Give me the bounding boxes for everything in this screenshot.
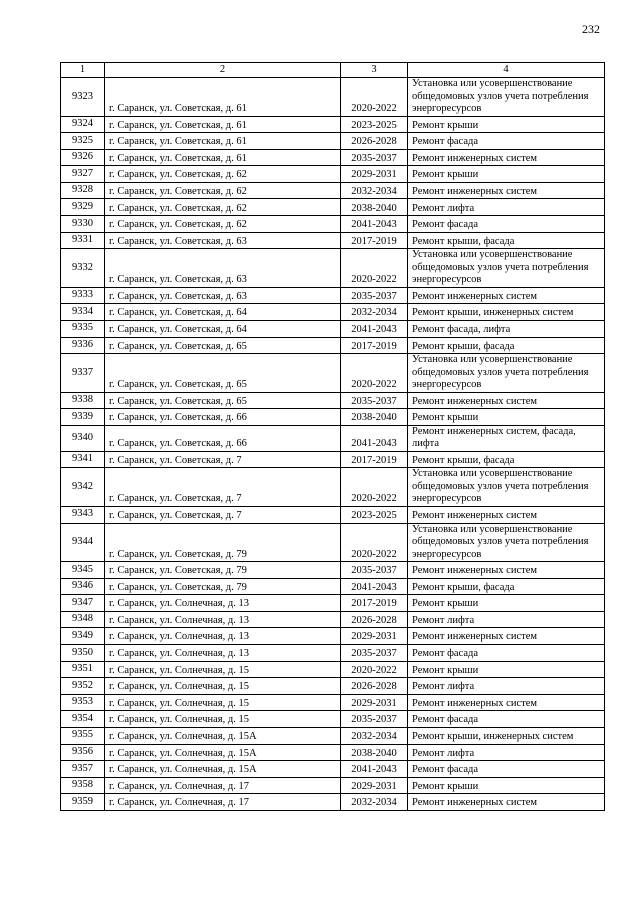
table-row bbox=[61, 337, 605, 354]
row-number-cell: 9354 bbox=[61, 711, 105, 728]
years-cell: 2035-2037 bbox=[341, 562, 408, 579]
work-type-cell: Ремонт инженерных систем bbox=[408, 794, 605, 811]
address-cell: г. Саранск, ул. Советская, д. 7 bbox=[105, 506, 341, 523]
table-row bbox=[61, 116, 605, 133]
address-cell: г. Саранск, ул. Советская, д. 64 bbox=[105, 320, 341, 337]
address-cell: г. Саранск, ул. Советская, д. 7 bbox=[105, 468, 341, 507]
row-number-cell: 9326 bbox=[61, 149, 105, 166]
work-type-cell: Ремонт фасада bbox=[408, 133, 605, 150]
table-row bbox=[61, 451, 605, 468]
row-number-cell: 9342 bbox=[61, 468, 105, 507]
row-number-cell: 9359 bbox=[61, 794, 105, 811]
address-cell: г. Саранск, ул. Солнечная, д. 15 bbox=[105, 694, 341, 711]
address-cell: г. Саранск, ул. Советская, д. 63 bbox=[105, 232, 341, 249]
table-row bbox=[61, 727, 605, 744]
address-cell: г. Саранск, ул. Солнечная, д. 13 bbox=[105, 644, 341, 661]
row-number-cell: 9331 bbox=[61, 232, 105, 249]
address-cell: г. Саранск, ул. Советская, д. 63 bbox=[105, 249, 341, 288]
table-row bbox=[61, 425, 605, 451]
work-type-cell: Ремонт крыши bbox=[408, 409, 605, 426]
table-row bbox=[61, 711, 605, 728]
work-type-cell: Ремонт крыши bbox=[408, 595, 605, 612]
years-cell: 2041-2043 bbox=[341, 425, 408, 451]
years-cell: 2017-2019 bbox=[341, 337, 408, 354]
header-row bbox=[61, 63, 605, 78]
work-type-cell: Ремонт инженерных систем bbox=[408, 628, 605, 645]
work-type-cell: Ремонт инженерных систем bbox=[408, 562, 605, 579]
work-type-cell: Ремонт инженерных систем bbox=[408, 182, 605, 199]
table-row bbox=[61, 287, 605, 304]
table-row bbox=[61, 523, 605, 562]
row-number-cell: 9328 bbox=[61, 182, 105, 199]
years-cell: 2020-2022 bbox=[341, 468, 408, 507]
table-row bbox=[61, 78, 605, 117]
work-type-cell: Ремонт крыши, фасада bbox=[408, 337, 605, 354]
years-cell: 2035-2037 bbox=[341, 644, 408, 661]
table-row bbox=[61, 392, 605, 409]
row-number-cell: 9346 bbox=[61, 578, 105, 595]
work-type-cell: Ремонт фасада bbox=[408, 711, 605, 728]
column-header-2: 2 bbox=[105, 63, 341, 78]
table-row bbox=[61, 661, 605, 678]
years-cell: 2020-2022 bbox=[341, 78, 408, 117]
row-number-cell: 9341 bbox=[61, 451, 105, 468]
row-number-cell: 9324 bbox=[61, 116, 105, 133]
table-row bbox=[61, 149, 605, 166]
row-number-cell: 9338 bbox=[61, 392, 105, 409]
address-cell: г. Саранск, ул. Солнечная, д. 15А bbox=[105, 727, 341, 744]
work-type-cell: Ремонт крыши bbox=[408, 116, 605, 133]
table-row bbox=[61, 506, 605, 523]
years-cell: 2029-2031 bbox=[341, 166, 408, 183]
work-type-cell: Ремонт крыши, инженерных систем bbox=[408, 727, 605, 744]
row-number-cell: 9334 bbox=[61, 304, 105, 321]
address-cell: г. Саранск, ул. Солнечная, д. 15А bbox=[105, 761, 341, 778]
work-type-cell: Ремонт инженерных систем, фасада, лифта bbox=[408, 425, 605, 451]
address-cell: г. Саранск, ул. Советская, д. 62 bbox=[105, 166, 341, 183]
years-cell: 2017-2019 bbox=[341, 451, 408, 468]
years-cell: 2032-2034 bbox=[341, 182, 408, 199]
table-header bbox=[61, 63, 605, 78]
years-cell: 2026-2028 bbox=[341, 678, 408, 695]
address-cell: г. Саранск, ул. Советская, д. 66 bbox=[105, 425, 341, 451]
years-cell: 2032-2034 bbox=[341, 794, 408, 811]
row-number-cell: 9350 bbox=[61, 644, 105, 661]
table-row bbox=[61, 744, 605, 761]
address-cell: г. Саранск, ул. Советская, д. 65 bbox=[105, 337, 341, 354]
work-type-cell: Установка или усовершенствование общедомовых узлов учета потребления энергоресурсов bbox=[408, 78, 605, 117]
address-cell: г. Саранск, ул. Советская, д. 65 bbox=[105, 354, 341, 393]
work-type-cell: Установка или усовершенствование общедомовых узлов учета потребления энергоресурсов bbox=[408, 468, 605, 507]
address-cell: г. Саранск, ул. Советская, д. 66 bbox=[105, 409, 341, 426]
table-row bbox=[61, 182, 605, 199]
years-cell: 2026-2028 bbox=[341, 611, 408, 628]
address-cell: г. Саранск, ул. Солнечная, д. 15А bbox=[105, 744, 341, 761]
years-cell: 2041-2043 bbox=[341, 578, 408, 595]
years-cell: 2023-2025 bbox=[341, 506, 408, 523]
years-cell: 2038-2040 bbox=[341, 744, 408, 761]
work-type-cell: Ремонт фасада, лифта bbox=[408, 320, 605, 337]
years-cell: 2020-2022 bbox=[341, 354, 408, 393]
row-number-cell: 9357 bbox=[61, 761, 105, 778]
work-type-cell: Ремонт крыши bbox=[408, 661, 605, 678]
work-type-cell: Ремонт лифта bbox=[408, 744, 605, 761]
table-row bbox=[61, 468, 605, 507]
address-cell: г. Саранск, ул. Советская, д. 62 bbox=[105, 216, 341, 233]
table-row bbox=[61, 562, 605, 579]
years-cell: 2041-2043 bbox=[341, 761, 408, 778]
work-type-cell: Ремонт фасада bbox=[408, 761, 605, 778]
row-number-cell: 9335 bbox=[61, 320, 105, 337]
column-header-3: 3 bbox=[341, 63, 408, 78]
table-row bbox=[61, 409, 605, 426]
work-type-cell: Ремонт инженерных систем bbox=[408, 392, 605, 409]
table-row bbox=[61, 320, 605, 337]
row-number-cell: 9323 bbox=[61, 78, 105, 117]
work-type-cell: Установка или усовершенствование общедомовых узлов учета потребления энергоресурсов bbox=[408, 249, 605, 288]
row-number-cell: 9343 bbox=[61, 506, 105, 523]
column-header-1: 1 bbox=[61, 63, 105, 78]
row-number-cell: 9327 bbox=[61, 166, 105, 183]
address-cell: г. Саранск, ул. Солнечная, д. 13 bbox=[105, 595, 341, 612]
address-cell: г. Саранск, ул. Советская, д. 61 bbox=[105, 133, 341, 150]
table-row bbox=[61, 216, 605, 233]
table-row bbox=[61, 232, 605, 249]
row-number-cell: 9356 bbox=[61, 744, 105, 761]
work-type-cell: Ремонт инженерных систем bbox=[408, 506, 605, 523]
years-cell: 2041-2043 bbox=[341, 216, 408, 233]
table-row bbox=[61, 354, 605, 393]
table-row bbox=[61, 133, 605, 150]
table-body bbox=[61, 78, 605, 811]
work-type-cell: Ремонт крыши bbox=[408, 777, 605, 794]
table-row bbox=[61, 611, 605, 628]
address-cell: г. Саранск, ул. Солнечная, д. 15 bbox=[105, 661, 341, 678]
row-number-cell: 9339 bbox=[61, 409, 105, 426]
table-row bbox=[61, 199, 605, 216]
address-cell: г. Саранск, ул. Советская, д. 63 bbox=[105, 287, 341, 304]
row-number-cell: 9337 bbox=[61, 354, 105, 393]
years-cell: 2035-2037 bbox=[341, 392, 408, 409]
address-cell: г. Саранск, ул. Солнечная, д. 17 bbox=[105, 777, 341, 794]
table-row bbox=[61, 166, 605, 183]
years-cell: 2020-2022 bbox=[341, 249, 408, 288]
row-number-cell: 9355 bbox=[61, 727, 105, 744]
address-cell: г. Саранск, ул. Советская, д. 61 bbox=[105, 149, 341, 166]
work-type-cell: Установка или усовершенствование общедомовых узлов учета потребления энергоресурсов bbox=[408, 523, 605, 562]
address-cell: г. Саранск, ул. Советская, д. 61 bbox=[105, 78, 341, 117]
table-row bbox=[61, 304, 605, 321]
work-type-cell: Ремонт крыши, фасада bbox=[408, 232, 605, 249]
years-cell: 2023-2025 bbox=[341, 116, 408, 133]
work-type-cell: Ремонт лифта bbox=[408, 199, 605, 216]
work-type-cell: Ремонт крыши, фасада bbox=[408, 451, 605, 468]
row-number-cell: 9348 bbox=[61, 611, 105, 628]
address-cell: г. Саранск, ул. Солнечная, д. 13 bbox=[105, 628, 341, 645]
years-cell: 2038-2040 bbox=[341, 409, 408, 426]
address-cell: г. Саранск, ул. Советская, д. 64 bbox=[105, 304, 341, 321]
years-cell: 2029-2031 bbox=[341, 694, 408, 711]
page-number: 232 bbox=[582, 22, 600, 36]
table-row bbox=[61, 578, 605, 595]
years-cell: 2035-2037 bbox=[341, 149, 408, 166]
years-cell: 2032-2034 bbox=[341, 727, 408, 744]
address-cell: г. Саранск, ул. Советская, д. 65 bbox=[105, 392, 341, 409]
row-number-cell: 9333 bbox=[61, 287, 105, 304]
table-row bbox=[61, 794, 605, 811]
years-cell: 2026-2028 bbox=[341, 133, 408, 150]
work-type-cell: Ремонт лифта bbox=[408, 611, 605, 628]
years-cell: 2017-2019 bbox=[341, 232, 408, 249]
table-row bbox=[61, 644, 605, 661]
row-number-cell: 9351 bbox=[61, 661, 105, 678]
table-row bbox=[61, 595, 605, 612]
table-row bbox=[61, 249, 605, 288]
row-number-cell: 9347 bbox=[61, 595, 105, 612]
work-type-cell: Ремонт крыши bbox=[408, 166, 605, 183]
address-cell: г. Саранск, ул. Солнечная, д. 15 bbox=[105, 678, 341, 695]
row-number-cell: 9330 bbox=[61, 216, 105, 233]
address-cell: г. Саранск, ул. Советская, д. 79 bbox=[105, 578, 341, 595]
row-number-cell: 9344 bbox=[61, 523, 105, 562]
address-cell: г. Саранск, ул. Советская, д. 62 bbox=[105, 182, 341, 199]
address-cell: г. Саранск, ул. Советская, д. 79 bbox=[105, 562, 341, 579]
work-type-cell: Ремонт инженерных систем bbox=[408, 149, 605, 166]
address-cell: г. Саранск, ул. Солнечная, д. 13 bbox=[105, 611, 341, 628]
address-cell: г. Саранск, ул. Советская, д. 7 bbox=[105, 451, 341, 468]
row-number-cell: 9358 bbox=[61, 777, 105, 794]
address-cell: г. Саранск, ул. Советская, д. 62 bbox=[105, 199, 341, 216]
years-cell: 2029-2031 bbox=[341, 628, 408, 645]
row-number-cell: 9352 bbox=[61, 678, 105, 695]
row-number-cell: 9349 bbox=[61, 628, 105, 645]
column-header-4: 4 bbox=[408, 63, 605, 78]
row-number-cell: 9336 bbox=[61, 337, 105, 354]
row-number-cell: 9325 bbox=[61, 133, 105, 150]
work-type-cell: Ремонт крыши, инженерных систем bbox=[408, 304, 605, 321]
years-cell: 2020-2022 bbox=[341, 661, 408, 678]
row-number-cell: 9329 bbox=[61, 199, 105, 216]
address-cell: г. Саранск, ул. Советская, д. 61 bbox=[105, 116, 341, 133]
work-type-cell: Ремонт инженерных систем bbox=[408, 694, 605, 711]
row-number-cell: 9340 bbox=[61, 425, 105, 451]
years-cell: 2029-2031 bbox=[341, 777, 408, 794]
years-cell: 2017-2019 bbox=[341, 595, 408, 612]
address-cell: г. Саранск, ул. Солнечная, д. 17 bbox=[105, 794, 341, 811]
work-type-cell: Ремонт лифта bbox=[408, 678, 605, 695]
years-cell: 2032-2034 bbox=[341, 304, 408, 321]
years-cell: 2035-2037 bbox=[341, 711, 408, 728]
table-row bbox=[61, 628, 605, 645]
table-row bbox=[61, 694, 605, 711]
years-cell: 2035-2037 bbox=[341, 287, 408, 304]
row-number-cell: 9345 bbox=[61, 562, 105, 579]
table-row bbox=[61, 678, 605, 695]
work-type-cell: Ремонт инженерных систем bbox=[408, 287, 605, 304]
table-row bbox=[61, 761, 605, 778]
repair-schedule-table bbox=[60, 62, 605, 811]
row-number-cell: 9332 bbox=[61, 249, 105, 288]
years-cell: 2020-2022 bbox=[341, 523, 408, 562]
address-cell: г. Саранск, ул. Советская, д. 79 bbox=[105, 523, 341, 562]
years-cell: 2041-2043 bbox=[341, 320, 408, 337]
work-type-cell: Ремонт крыши, фасада bbox=[408, 578, 605, 595]
work-type-cell: Установка или усовершенствование общедомовых узлов учета потребления энергоресурсов bbox=[408, 354, 605, 393]
work-type-cell: Ремонт фасада bbox=[408, 216, 605, 233]
years-cell: 2038-2040 bbox=[341, 199, 408, 216]
table-row bbox=[61, 777, 605, 794]
address-cell: г. Саранск, ул. Солнечная, д. 15 bbox=[105, 711, 341, 728]
row-number-cell: 9353 bbox=[61, 694, 105, 711]
work-type-cell: Ремонт фасада bbox=[408, 644, 605, 661]
